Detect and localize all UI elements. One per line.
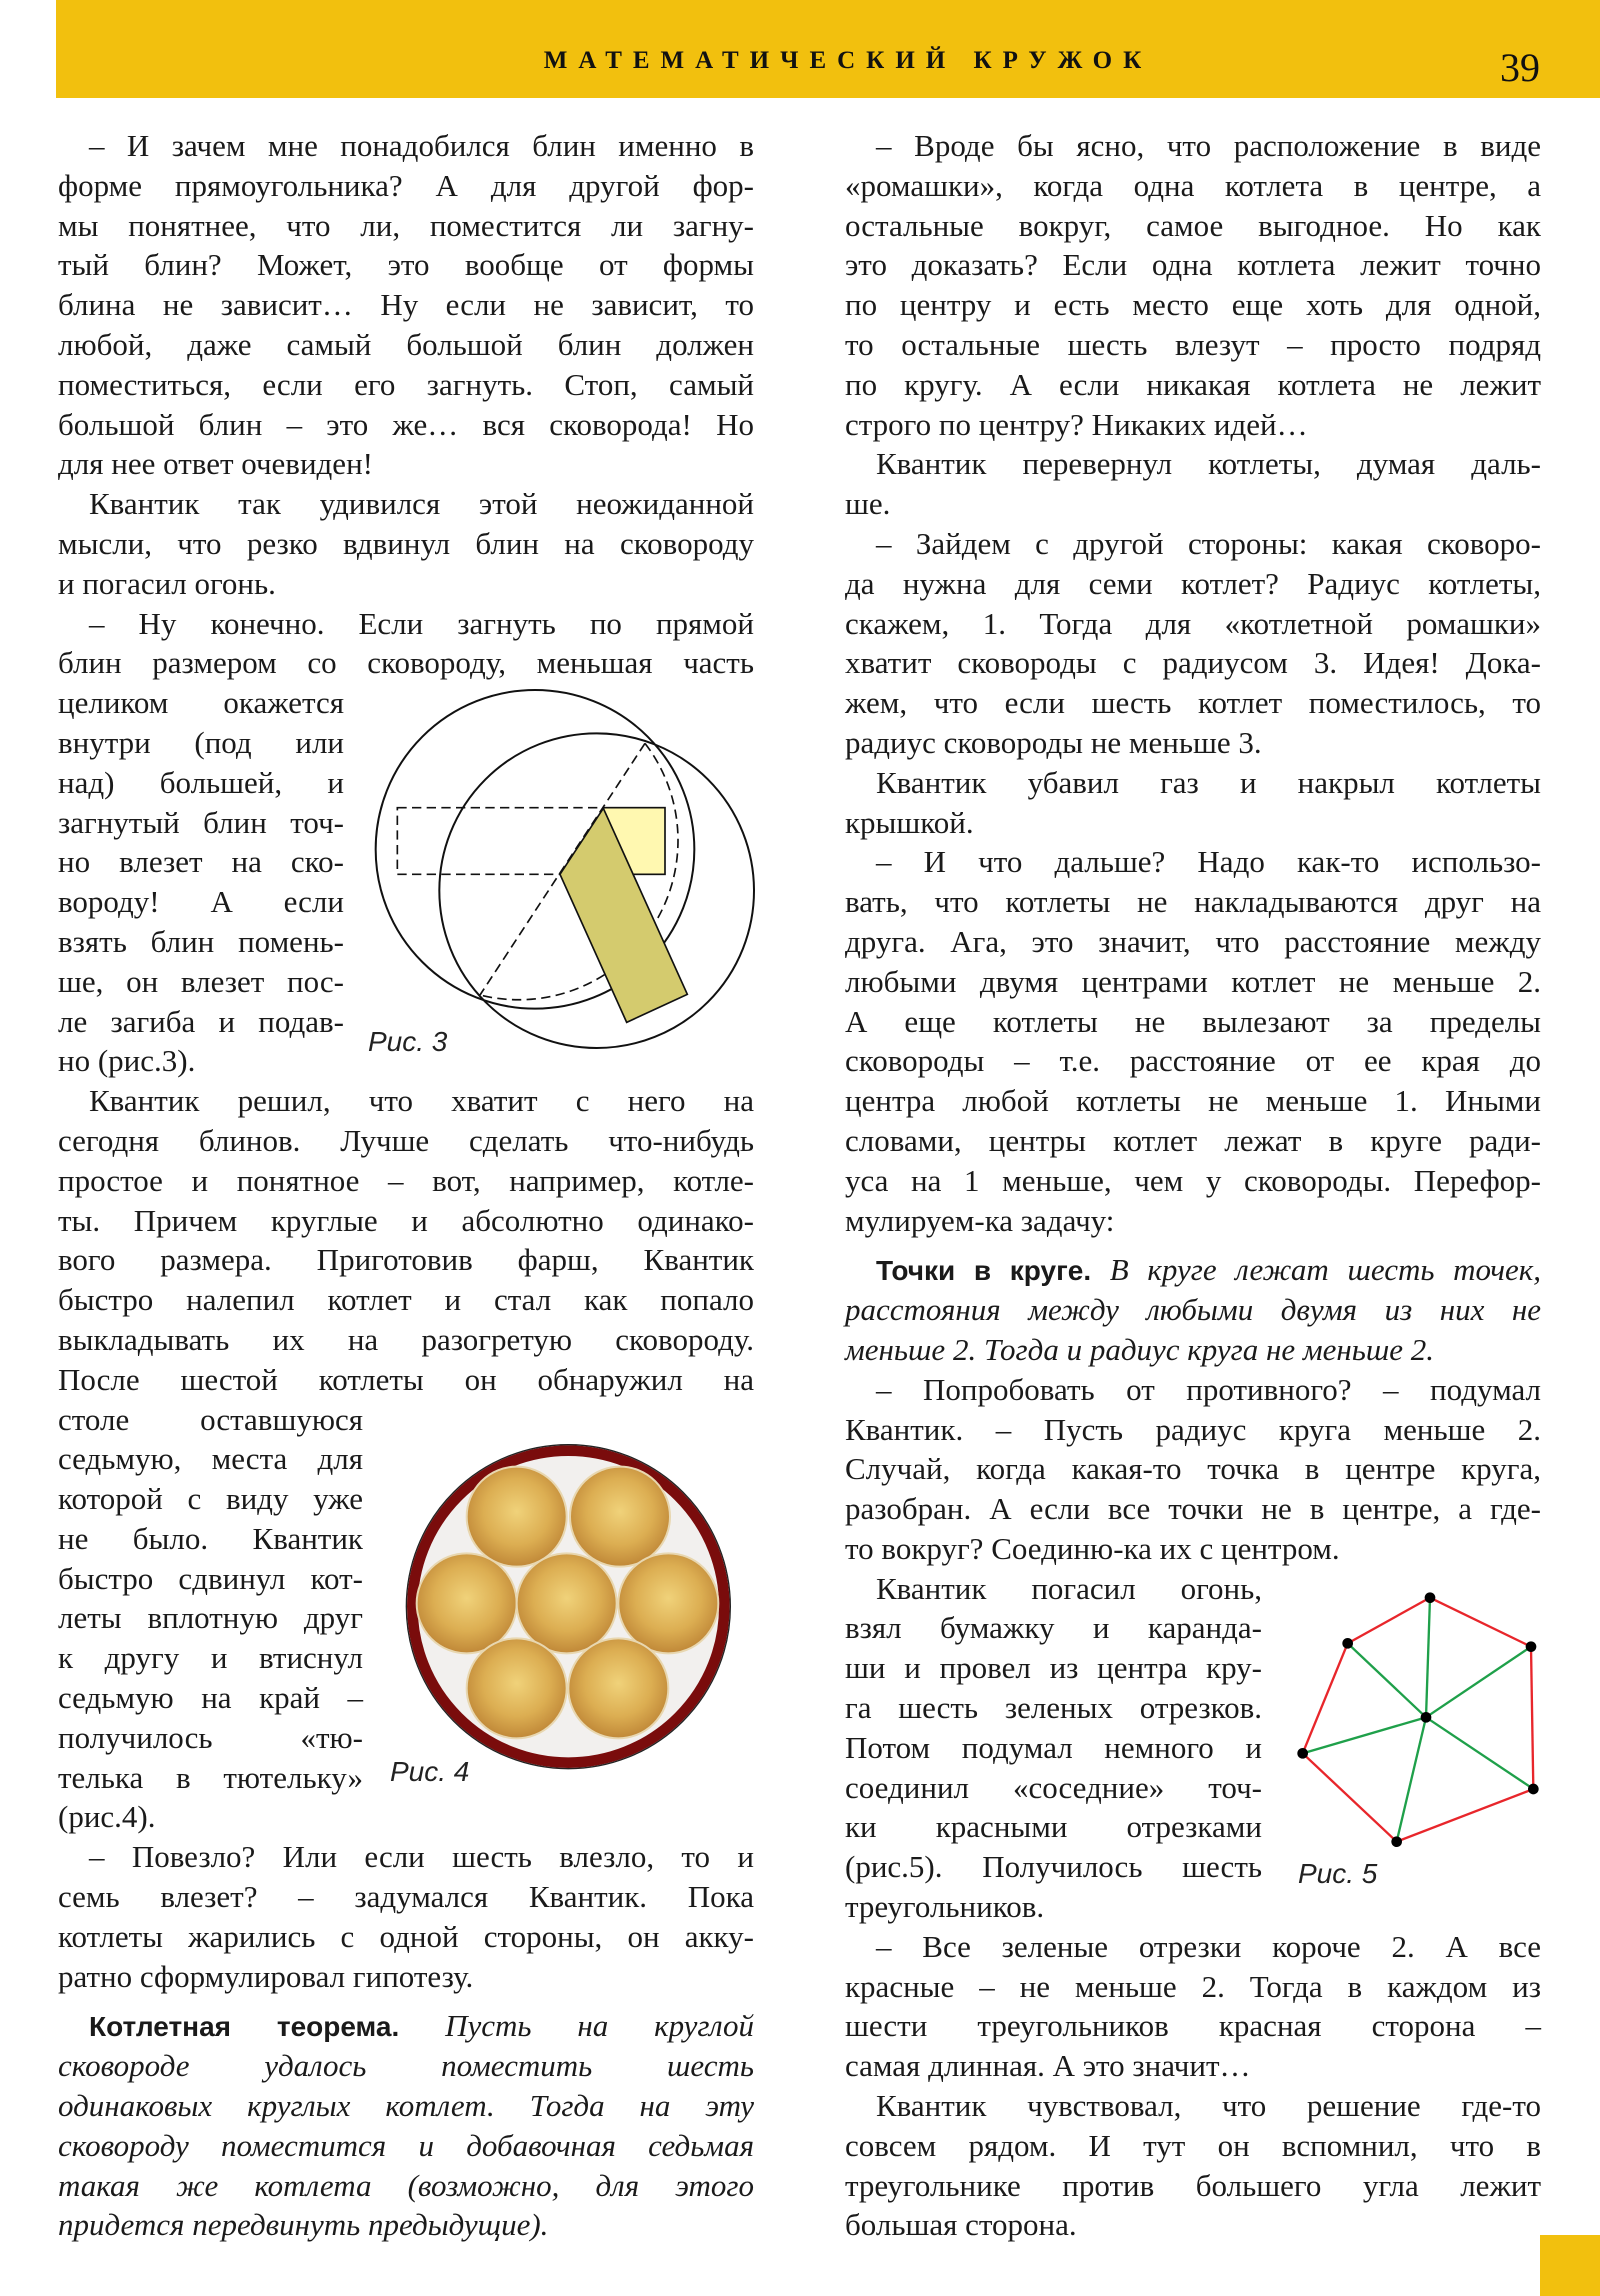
paragraph [58,126,754,484]
text-line: радиус сковороды не меньше 3. [845,724,1262,760]
text-line: – Повезло? Или если шесть влезло, то и [89,1839,754,1875]
paragraph [845,524,1541,763]
theorem-text: одинаковых круглых котлет. Тогда на эту [58,2088,754,2124]
paragraph [58,1837,754,1996]
text-line: ше. [845,486,891,522]
figure-5-hexagon-points [1270,1570,1570,1900]
theorem-text: Пусть на круглой [445,2008,755,2044]
text-line: вого размера. Приготовив фарш, Квантик [58,1242,754,1278]
text-line: ратно сформулировал гипотезу. [58,1958,474,1994]
text-line: – Все зеленые отрезки короче 2. А все [876,1928,1541,1964]
green-segment [1426,1717,1533,1789]
theorem-line [845,1290,1541,1330]
text-line: – И что дальше? Надо как-то использо- [876,844,1541,880]
text-line: совсем рядом. И тут он вспомнил, что в [845,2127,1541,2163]
text-line: Квантик решил, что хватит с него на [89,1083,754,1119]
text-line: – Вроде бы ясно, что расположение в виде [876,128,1541,163]
theorem-text: сковороде удалось поместить шесть [58,2048,754,2084]
text-line: это доказать? Если одна котлета лежит точно [845,247,1541,283]
text-line: столе оставшуюся [58,1401,363,1437]
text-line: ши и провел из центра кру- [845,1650,1262,1686]
text-line: После шестой котлеты он обнаружил на [58,1361,754,1397]
text-line: вороду! А если [58,884,344,920]
theorem-text: сковороду поместится и добавочная седьмая [58,2127,754,2163]
green-segment [1426,1647,1531,1718]
text-line: телька в тютельку» [58,1759,363,1795]
point [1526,1641,1537,1652]
text-line: (рис.4). [58,1799,156,1835]
text-line: Случай, когда какая-то точка в центре круга, [845,1451,1541,1487]
text-line: мысли, что резко вдвинул блин на сковороду [58,525,754,561]
page-number: 39 [1500,45,1540,90]
text-line: – Попробовать от противного? – подумал [876,1371,1541,1407]
point [1342,1638,1353,1649]
theorem-line [58,2086,754,2126]
text-line: но (рис.3). [58,1043,196,1079]
theorem-block [845,1250,1541,1369]
text-line: скажем, 1. Тогда для «котлетной ромашки» [845,605,1541,641]
right-column [845,126,1541,2245]
red-segment [1430,1598,1531,1647]
text-line: сегодня блинов. Лучше сделать что-нибудь [58,1122,754,1158]
green-segment [1397,1717,1426,1841]
text-line: внутри (под или [58,724,344,760]
text-line: (рис.5). Получилось шесть [845,1849,1262,1885]
text-line: форме прямоугольника? А для другой фор- [58,167,754,203]
text-line: разобран. А если все точки не в центре, а где- [845,1491,1541,1527]
text-line: хватит сковороды с радиусом 3. Идея! Дока- [845,645,1541,681]
text-line: к другу и втиснул [58,1640,363,1676]
section-title: МАТЕМАТИЧЕСКИЙ КРУЖОК [543,47,1153,74]
text-line: которой с виду уже [58,1481,363,1517]
text-line: сковороды – т.е. расстояние от ее края до [845,1043,1541,1079]
text-line: самая длинная. А это значит… [845,2048,1251,2084]
theorem-line [58,2126,754,2166]
point [1421,1712,1432,1723]
text-line: Квантик так удивился этой неожиданной [89,486,754,522]
text-line: взять блин помень- [58,923,344,959]
text-line: то вокруг? Соединю-ка их с центром. [845,1530,1340,1566]
theorem-line [58,2166,754,2206]
text-line: треугольнике против большего угла лежит [845,2167,1541,2203]
green-segment [1426,1598,1430,1718]
figure-4-caption: Рис. 4 [390,1756,470,1787]
text-line: – Зайдем с другой стороны: какая сковоро- [876,525,1541,561]
figure-4-cutlets-photo [390,1420,750,1800]
cutlet [467,1467,567,1567]
text-line: ше, он влезет пос- [58,963,344,999]
cutlet [517,1553,617,1653]
theorem-line [58,2205,754,2245]
text-line: по центру и есть место еще хоть для одной, [845,287,1541,323]
figure-3-caption: Рис. 3 [368,1026,448,1057]
text-line: выкладывать их на разогретую сковороду. [58,1321,754,1357]
text-line: словами, центры котлет лежат в круге ради- [845,1122,1541,1158]
green-segment [1348,1643,1426,1717]
text-line: блин размером со сковороду, меньшая часть [58,645,754,681]
figure-3-folded-pancake [360,680,780,1080]
text-line: быстро налепил котлет и стал как попало [58,1282,754,1318]
text-line: центра любой котлеты не меньше 1. Иными [845,1083,1541,1119]
figure-5-caption: Рис. 5 [1298,1858,1378,1889]
theorem-text: придется передвинуть предыдущие). [58,2207,549,2243]
text-line: тый блин? Может, это вообще от формы [58,247,754,283]
paragraph [845,2086,1541,2245]
text-line: большая сторона. [845,2207,1077,2243]
text-line: Квантик. – Пусть радиус круга меньше 2. [845,1411,1541,1447]
corner-tab [1540,2235,1600,2296]
text-line: над) большей, и [58,764,344,800]
red-segment [1397,1789,1534,1842]
theorem-line [58,2046,754,2086]
text-line: – Ну конечно. Если загнуть по прямой [89,605,754,641]
cutlet [570,1467,670,1567]
text-line: ле загиба и подав- [58,1003,344,1039]
theorem-title: Котлетная теорема. [89,2011,400,2043]
green-segment [1303,1717,1426,1753]
theorem-line [845,1250,1541,1290]
text-line: и погасил огонь. [58,565,276,601]
text-line: большой блин – это же… вся сковорода! Но [58,406,754,442]
text-line: для нее ответ очевиден! [58,446,373,482]
text-line: целиком окажется [58,685,344,721]
text-line: седьмую, места для [58,1441,363,1477]
theorem-title: Точки в круге. [876,1255,1092,1287]
point [1297,1748,1308,1759]
text-line: мы понятнее, что ли, поместится ли загну- [58,207,754,243]
text-line: взял бумажку и каранда- [845,1610,1262,1646]
text-line: га шесть зеленых отрезков. [845,1690,1262,1726]
theorem-line [58,2006,754,2046]
text-line: строго по центру? Никаких идей… [845,406,1308,442]
cutlet [618,1553,718,1653]
paragraph [845,1370,1541,1569]
text-line: котлеты жарились с одной стороны, он акку- [58,1918,754,1954]
text-line: быстро сдвинул кот- [58,1560,363,1596]
text-line: но влезет на ско- [58,844,344,880]
text-line: простое и понятное – вот, например, котле- [58,1162,754,1198]
left-column [58,126,754,2245]
text-line: жем, что если шесть котлет поместилось, то [845,685,1541,721]
text-line: Потом подумал немного и [845,1729,1262,1765]
theorem-text: В круге лежат шесть точек, [1109,1252,1542,1288]
text-line: остальные вокруг, самое выгодное. Но как [845,207,1541,243]
point [1425,1592,1436,1603]
theorem-text: расстояния между любыми двумя из них не [845,1292,1541,1328]
paragraph [845,763,1541,843]
text-line: А еще котлеты не вылезают за пределы [845,1003,1541,1039]
text-line: вать, что котлеты не накладываются друг на [845,884,1541,920]
text-line: Квантик перевернул котлеты, думая даль- [876,446,1541,482]
text-line: Квантик убавил газ и накрыл котлеты [876,764,1541,800]
text-line: шести треугольников красная сторона – [845,2008,1541,2044]
cutlet [467,1638,567,1738]
paragraph [845,842,1541,1240]
text-line: – И зачем мне понадобился блин именно в [89,128,754,163]
text-line: мулируем-ка задачу: [845,1202,1115,1238]
paragraph [845,126,1541,444]
text-line: да нужна для семи котлет? Радиус котлеты, [845,565,1541,601]
text-line: соединил «соседние» точ- [845,1769,1262,1805]
header-bar [56,0,1600,98]
text-line: леты вплотную друг [58,1600,363,1636]
text-line: седьмую на край – [58,1680,363,1716]
cutlet [417,1553,517,1653]
text-line: треугольников. [845,1889,1045,1925]
red-segment [1303,1753,1397,1841]
text-line: друга. Ага, это значит, что расстояние между [845,923,1541,959]
point [1528,1784,1539,1795]
theorem-line [845,1330,1541,1370]
text-line: уса на 1 меньше, чем у сковороды. Перефор- [845,1162,1541,1198]
text-line: Квантик чувствовал, что решение где-то [876,2088,1541,2124]
paragraph [845,444,1541,524]
text-line: получилось «тю- [58,1719,363,1755]
text-line: крышкой. [845,804,974,840]
paragraph [58,484,754,603]
text-line: «ромашки», когда одна котлета в центре, а [845,167,1541,203]
text-line: ки красными отрезками [845,1809,1262,1845]
theorem-text: такая же котлета (возможно, для этого [58,2167,754,2203]
text-line: загнутый блин точ- [58,804,344,840]
point [1391,1836,1402,1847]
text-line: Квантик погасил огонь, [876,1570,1262,1606]
text-line: ты. Причем круглые и абсолютно одинако- [58,1202,754,1238]
red-segment [1531,1647,1533,1789]
text-line: поместиться, если его загнуть. Стоп, самый [58,366,754,402]
red-segment [1348,1598,1430,1644]
theorem-text: меньше 2. Тогда и радиус круга не меньше 2. [845,1331,1435,1367]
cutlet [568,1638,668,1738]
text-line: по кругу. А если никакая котлета не лежит [845,366,1541,402]
text-line: семь влезет? – задумался Квантик. Пока [58,1879,754,1915]
red-segment [1303,1643,1348,1753]
text-line: любой, даже самый большой блин должен [58,326,754,362]
text-line: то остальные шесть влезут – просто подряд [845,326,1541,362]
text-line: красные – не меньше 2. Тогда в каждом из [845,1968,1541,2004]
theorem-block [58,2006,754,2245]
text-line: любыми двумя центрами котлет не меньше 2. [845,963,1541,999]
text-line: блина не зависит… Ну если не зависит, то [58,287,754,323]
text-line: не было. Квантик [58,1520,363,1556]
paragraph [845,1927,1541,2086]
